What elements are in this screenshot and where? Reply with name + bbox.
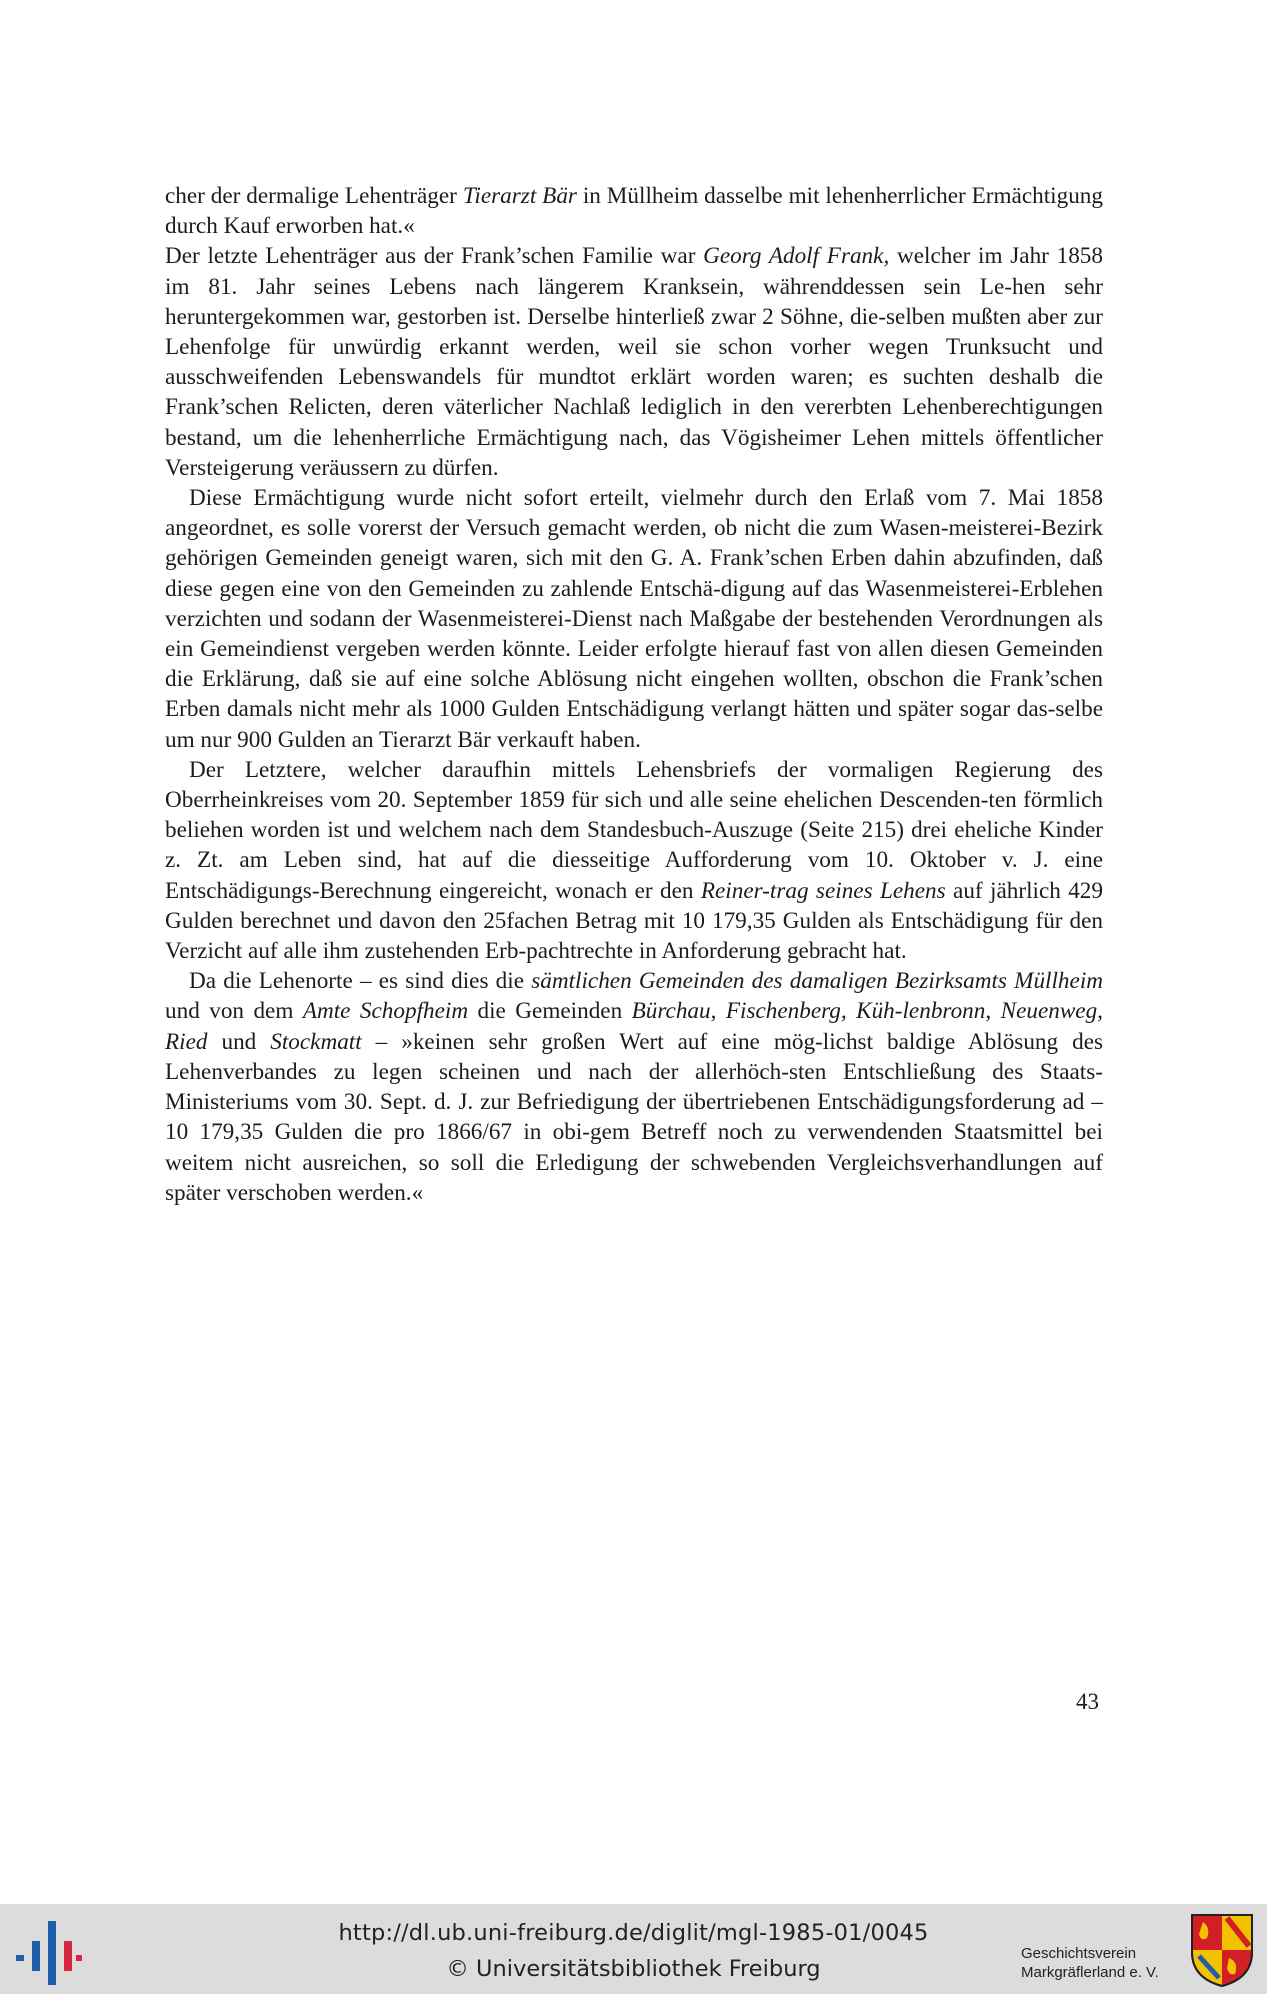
- paragraph: [165, 755, 1103, 966]
- text-run: und: [207, 1028, 271, 1055]
- italic-run: Tierarzt Bär: [462, 183, 577, 209]
- text-run: und von dem: [165, 998, 303, 1025]
- society-name: [1021, 1944, 1183, 1982]
- body-text: [165, 181, 1103, 1208]
- society-crest-icon: [1189, 1912, 1255, 1988]
- society-name-line: Markgräflerland e. V.: [1021, 1964, 1159, 1981]
- text-run: welcher im Jahr 1858 im 81. Jahr seines Lebens nach längerem Kranksein, währenddessen sein Le-hen sehr heruntergekommen war, gestorben ist. Derselbe hinterließ zwar 2 Söhne, die-selben mußten aber zur Lehenfolge für unwürdig erkannt werden, weil sie schon vorher wegen Trunksucht und ausschweifenden Lebenswandels für mundtot erklärt worden waren; es suchten deshalb die Frank’schen Relicten, deren väterlicher Nachlaß lediglich in den vererbten Lehenberechtigungen bestand, um die lehenherrliche Ermächtigung nach, das Vögisheimer Lehen mittels öffentlicher Versteigerung veräussern zu dürfen.: [165, 243, 1103, 481]
- italic-run: Georg Adolf Frank,: [703, 243, 890, 270]
- copyright-text: © Universitätsbibliothek Freiburg: [446, 1956, 821, 1982]
- text-run: cher der dermalige Lehenträger: [165, 183, 463, 209]
- text-run: auf jährlich 429 Gulden berechnet und davon den 25fachen Betrag mit 10 179,35 Gulden als Entschädigung für den Verzicht auf alle ihm zustehenden Erb-pachtrechte in Anforderung gebracht hat.: [165, 877, 1103, 965]
- italic-run: Amte Schopfheim: [302, 998, 469, 1025]
- text-run: die Gemeinden: [468, 998, 632, 1025]
- society-name-line: Geschichtsverein: [1021, 1945, 1137, 1962]
- permalink-url-link[interactable]: http://dl.ub.uni-freiburg.de/diglit/mgl-1985-01/0045: [338, 1920, 929, 1946]
- paragraph: [165, 241, 1103, 483]
- italic-run: Reiner-trag seines Lehens: [700, 877, 946, 904]
- italic-run: sämtlichen Gemeinden des damaligen Bezirksamts Müllheim: [531, 968, 1104, 995]
- page-number: 43: [1076, 1689, 1099, 1714]
- paragraph: [165, 181, 1103, 241]
- text-run: – »keinen sehr großen Wert auf eine mög-lichst baldige Ablösung des Lehenverbandes zu legen scheinen und nach der allerhöch-sten Entschließung des Staats-Ministeriums vom 30. Sept. d. J. zur Befriedigung der übertriebenen Entschädigungsforderung ad – 10 179,35 Gulden die pro 1866/67 in obi-gem Betreff noch zu verwendenden Staatsmittel bei weitem nicht ausreichen, so soll die Erledigung der schwebenden Vergleichsverhandlungen auf später verschoben werden.«: [165, 1028, 1104, 1206]
- paragraph: [165, 483, 1103, 755]
- text-run: in Müllheim dasselbe mit lehenherrlicher Ermächtigung durch Kauf erworben hat.«: [165, 183, 1103, 240]
- paragraph: [165, 966, 1103, 1208]
- italic-run: Stockmatt: [270, 1028, 362, 1055]
- text-run: Der Letztere, welcher daraufhin mittels Lehensbriefs der vormaligen Regierung des Oberrheinkreises vom 20. September 1859 für sich und alle seine ehelichen Descenden-ten förmlich beliehen worden ist und welchem nach dem Standesbuch-Auszuge (Seite 215) drei eheliche Kinder z. Zt. am Leben sind, hat auf die diesseitige Aufforderung vom 10. Oktober v. J. eine Entschädigungs-Berechnung eingereicht, wonach er den: [165, 756, 1103, 904]
- italic-run: Bürchau, Fischenberg, Küh-lenbronn, Neuenweg, Ried: [165, 998, 1103, 1055]
- text-run: Diese Ermächtigung wurde nicht sofort erteilt, vielmehr durch den Erlaß vom 7. Mai 1858 angeordnet, es solle vorerst der Versuch gemacht werden, ob nicht die zum Wasen-meisterei-Bezirk gehörigen Gemeinden geneigt waren, sich mit den G. A. Frank’schen Erben dahin abzufinden, daß diese gegen eine von den Gemeinden zu zahlende Entschä-digung auf das Wasenmeisterei-Erblehen verzichten und sodann der Wasenmeisterei-Dienst nach Maßgabe der bestehenden Verordnungen als ein Gemeindienst vergeben werden könnte. Leider erfolgte hierauf fast von allen diesen Gemeinden die Erklärung, daß sie auf eine solche Ablösung nicht eingehen wollten, obschon die Frank’schen Erben damals nicht mehr als 1000 Gulden Entschädigung verlangt hätten und später sogar das-selbe um nur 900 Gulden an Tierarzt Bär verkauft haben.: [165, 485, 1103, 753]
- text-run: Da die Lehenorte – es sind dies die: [189, 968, 532, 995]
- text-run: Der letzte Lehenträger aus der Frank’schen Familie war: [165, 243, 704, 270]
